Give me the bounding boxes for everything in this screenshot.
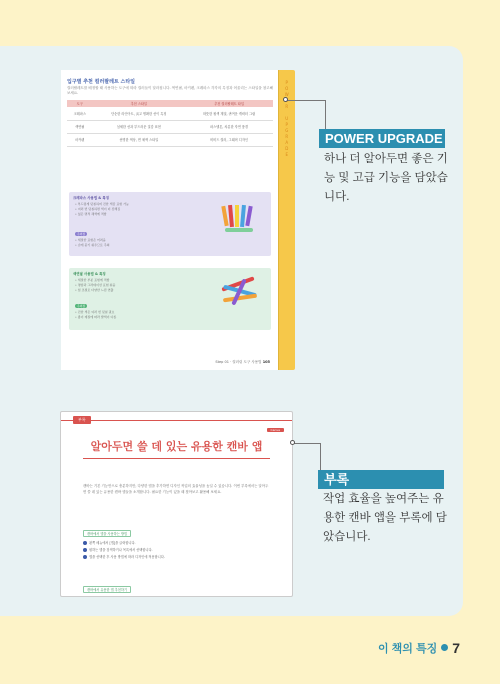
list-item: • 힘 조절로 다양한 느낌 연출 (75, 288, 114, 292)
list-item: • 명암과 그라데이션 표현 쉬움 (75, 283, 116, 287)
vertical-letter: D (285, 146, 289, 151)
appendix-badge: 부록 (73, 416, 91, 424)
table-header: 추천 스타일 (92, 100, 185, 107)
vertical-letter: P (285, 80, 289, 85)
table-cell: 단순한 라인아트, 굵고 명확한 선이 특징 (92, 107, 185, 120)
appendix-label: 부록 (318, 470, 444, 489)
page-intro: 컬러팔레트를 배정할 때 사용하는 도구에 따라 컬러들이 달라집니다. 색연필, 마커펜, 크레파스 각각의 특징과 어울리는 스타일을 참고해보세요. (67, 86, 273, 95)
vertical-letter: U (285, 116, 289, 121)
table-row (67, 133, 273, 146)
vertical-letter: O (285, 86, 289, 91)
table-cell: 색연필 (67, 120, 92, 133)
pencil-tip-box (69, 268, 271, 330)
tip-box-heading: 크레파스 사용법 & 특징 (73, 196, 109, 200)
title-underline (83, 458, 270, 459)
header-rule (61, 420, 292, 421)
callout-dot (290, 440, 295, 445)
vertical-letter: G (285, 128, 289, 133)
table-cell: 마커펜 (67, 133, 92, 146)
list-item: • 부드럽게 덧칠하며 진한 색감 표현 가능 (75, 202, 129, 206)
style-table (67, 100, 273, 147)
page-number-footer (378, 639, 460, 657)
appendix-page-preview (60, 411, 293, 597)
table-cell: 파스텔톤, 차분한 자연 풍경 (185, 120, 273, 133)
vertical-letter: E (285, 152, 289, 157)
step-list (83, 540, 273, 561)
vertical-letter: R (285, 104, 289, 109)
list-item: • 진한 색은 여러 번 덧칠 필요 (75, 310, 115, 314)
bullet-icon (441, 644, 448, 651)
step-bullet (83, 548, 87, 552)
list-item: • 손에 묻기 쉬우므로 주의 (75, 243, 110, 247)
book-page-preview (61, 70, 295, 370)
step-text: 앱을 선택한 후 사용 방법에 따라 디자인에 적용합니다. (89, 555, 165, 559)
list-item: • 세밀한 부분 표현에 적합 (75, 278, 110, 282)
vertical-letter: W (284, 92, 290, 97)
footer-label: Step 01 · 컬러링 도구 사용법 (215, 360, 262, 364)
footer-page-number: 105 (262, 360, 270, 364)
callout-leader-line (286, 100, 326, 101)
table-row (67, 107, 273, 120)
table-row (67, 120, 273, 133)
page-heading: 입구별 추천 컬러팔레트 스타일 (67, 79, 136, 85)
table-header: 추천 컬러팔레트 타입 (185, 100, 273, 107)
caution-list (75, 310, 225, 320)
tip-box-list (75, 202, 215, 217)
crayon-tip-box (69, 192, 271, 256)
tip-box-heading: 색연필 사용법 & 특징 (73, 272, 106, 276)
table-cell: 비비드 컬러, 그래픽 디자인 (185, 133, 273, 146)
vertical-letter: P (285, 122, 289, 127)
subheading-recommend: 캔바에서 유용한 앱 추천하기 (83, 586, 131, 593)
page-sheet (61, 70, 279, 370)
list-item (83, 547, 273, 554)
table-cell: 선명한 색상, 면 채색 스타일 (92, 133, 185, 146)
caution-tag: 주의점 (77, 232, 86, 236)
appendix-title: 알아두면 쓸 데 있는 유용한 캔바 앱 (90, 440, 263, 453)
caution-list (75, 238, 225, 248)
step-text: 원하는 앱을 검색하거나 목록에서 선택합니다. (89, 548, 153, 552)
list-item: • 넓은 면적 채색에 적합 (75, 212, 107, 216)
step-bullet (83, 555, 87, 559)
vertical-section-label (283, 80, 291, 158)
page-footer (215, 360, 270, 365)
caution-tag: 주의점 (77, 304, 86, 308)
power-upgrade-description: 하나 더 알아두면 좋은 기능 및 고급 기능을 담았습니다. (324, 153, 448, 203)
markers-illustration (219, 276, 259, 308)
table-cell: 섬세한 선과 부드러운 질감 표현 (92, 120, 185, 133)
tip-box-list (75, 278, 215, 293)
list-item: • 세밀한 표현은 어려움 (75, 238, 106, 242)
step-text: 왼쪽 메뉴에서 [앱]을 클릭합니다. (89, 541, 136, 545)
subheading-how-to: 캔바에서 앱을 사용하는 방법 (83, 530, 131, 537)
power-upgrade-label: POWER UPGRADE (319, 129, 445, 148)
table-header: 도구 (67, 100, 92, 107)
page-number: 7 (452, 639, 460, 656)
table-cell: 크레파스 (67, 107, 92, 120)
list-item (83, 554, 273, 561)
section-label: 이 책의 특징 (377, 642, 438, 655)
vertical-letter: R (285, 134, 289, 139)
appendix-description: 작업 효율을 높여주는 유용한 캔바 앱을 부록에 담았습니다. (323, 493, 447, 543)
callout-dot (283, 97, 288, 102)
list-item: • 종이 재질에 따라 발색이 다름 (75, 315, 117, 319)
table-cell: 따뜻한 원색 계열, 귀여운 캐릭터 그림 (185, 107, 273, 120)
step-bullet (83, 541, 87, 545)
callout-leader-line (293, 443, 321, 444)
crayons-illustration (219, 202, 259, 236)
appendix-intro: 캔바는 기본 기능만으로 충분하지만, 다양한 앱을 추가하면 디자인 작업의 효율성을 높일 수 있습니다. 이번 부록에서는 알아두면 쓸 데 있는 유용한 캔바 앱들을 소개합니다. 필요한 기능이 있을 때 찾아보고 활용해 보세요. (83, 484, 269, 494)
list-item: • 여러 번 덧칠하면 색이 더 진해짐 (75, 207, 121, 211)
list-item (83, 540, 273, 547)
canva-tag: Canva (267, 428, 284, 432)
vertical-letter: A (285, 140, 289, 145)
